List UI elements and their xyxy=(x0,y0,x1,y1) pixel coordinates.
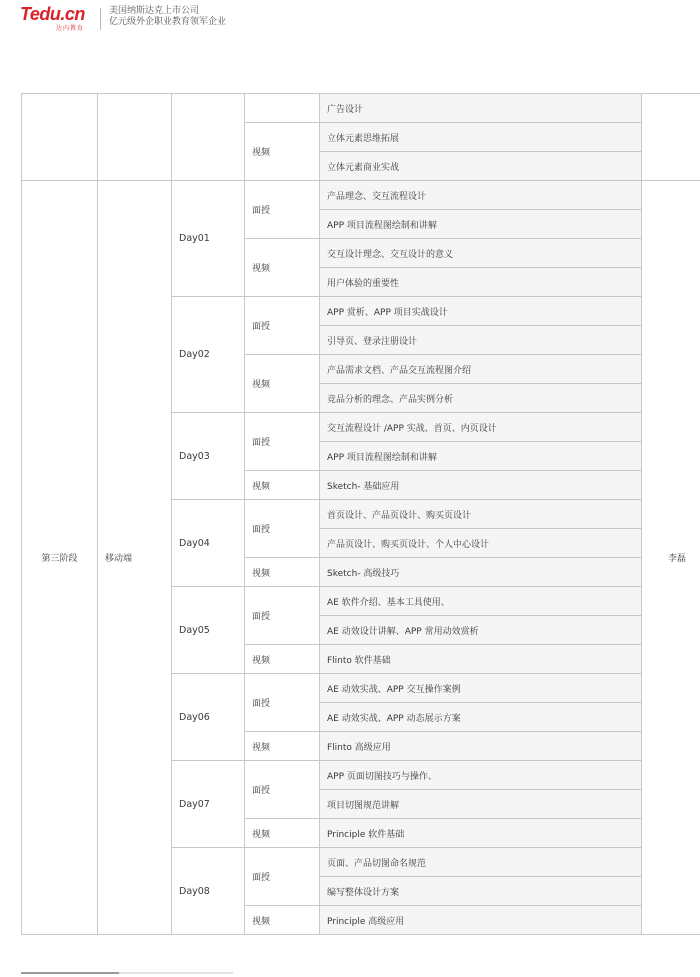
mode-cell: 面授 xyxy=(245,848,320,906)
topic-cell: 广告设计 xyxy=(320,94,642,123)
day-cell: Day01 xyxy=(172,181,245,297)
mode-cell: 面授 xyxy=(245,500,320,558)
topic-cell: AE 软件介绍、基本工具使用、 xyxy=(320,587,642,616)
teacher-cell: 李磊 xyxy=(642,181,700,935)
topic-cell: 立体元素思维拓展 xyxy=(320,123,642,152)
topic-cell: 项目切图规范讲解 xyxy=(320,790,642,819)
table-row xyxy=(22,181,700,210)
day-cell: Day07 xyxy=(172,761,245,848)
track-cell: 移动端 xyxy=(98,181,172,935)
topic-cell: 页面、产品切图命名规范 xyxy=(320,848,642,877)
day-cell xyxy=(172,94,245,181)
mode-cell: 视频 xyxy=(245,471,320,500)
logo-wordmark: Tedu.cn xyxy=(20,4,85,24)
mode-cell: 视频 xyxy=(245,123,320,181)
topic-cell: Flinto 软件基础 xyxy=(320,645,642,674)
topic-cell: 立体元素商业实战 xyxy=(320,152,642,181)
company-tagline xyxy=(109,6,226,28)
topic-cell: 编写整体设计方案 xyxy=(320,877,642,906)
tagline-line-2: 亿元级外企职业教育领军企业 xyxy=(109,17,227,27)
logo-subtitle: 达内教育 xyxy=(56,25,85,32)
mode-cell: 视频 xyxy=(245,558,320,587)
topic-cell: 引导页、登录注册设计 xyxy=(320,326,642,355)
stage-cell: 第三阶段 xyxy=(22,181,98,935)
day-cell: Day03 xyxy=(172,413,245,500)
mode-cell: 视频 xyxy=(245,645,320,674)
mode-cell: 面授 xyxy=(245,674,320,732)
mode-cell xyxy=(245,94,320,123)
mode-cell: 面授 xyxy=(245,297,320,355)
track-cell xyxy=(98,94,172,181)
topic-cell: 产品理念、交互流程设计 xyxy=(320,181,642,210)
page-progress-fill xyxy=(21,972,119,974)
topic-cell: 产品页设计、购买页设计、个人中心设计 xyxy=(320,529,642,558)
day-cell: Day02 xyxy=(172,297,245,413)
topic-cell: AE 动效实战、APP 交互操作案例 xyxy=(320,674,642,703)
teacher-cell xyxy=(642,94,700,181)
topic-cell: 竞品分析的理念、产品实例分析 xyxy=(320,384,642,413)
mode-cell: 视频 xyxy=(245,355,320,413)
topic-cell: APP 项目流程图绘制和讲解 xyxy=(320,210,642,239)
topic-cell: APP 页面切图技巧与操作、 xyxy=(320,761,642,790)
day-cell: Day04 xyxy=(172,500,245,587)
tagline-line-1: 美国纳斯达克上市公司 xyxy=(109,6,200,16)
mode-cell: 面授 xyxy=(245,181,320,239)
schedule-body xyxy=(22,94,700,935)
day-cell: Day06 xyxy=(172,674,245,761)
day-cell: Day08 xyxy=(172,848,245,935)
topic-cell: 交互设计理念、交互设计的意义 xyxy=(320,239,642,268)
topic-cell: 用户体验的重要性 xyxy=(320,268,642,297)
mode-cell: 视频 xyxy=(245,239,320,297)
topic-cell: 交互流程设计 /APP 实战、首页、内页设计 xyxy=(320,413,642,442)
topic-cell: 产品需求文档、产品交互流程图介绍 xyxy=(320,355,642,384)
mode-cell: 视频 xyxy=(245,732,320,761)
table-row xyxy=(22,94,700,123)
topic-cell: APP 赏析、APP 项目实战设计 xyxy=(320,297,642,326)
tedu-logo xyxy=(20,6,92,32)
topic-cell: APP 项目流程图绘制和讲解 xyxy=(320,442,642,471)
page-progress-bar xyxy=(21,972,233,974)
mode-cell: 面授 xyxy=(245,761,320,819)
stage-cell xyxy=(22,94,98,181)
topic-cell: Principle 软件基础 xyxy=(320,819,642,848)
mode-cell: 面授 xyxy=(245,413,320,471)
page-header xyxy=(20,6,226,32)
topic-cell: Sketch- 基础应用 xyxy=(320,471,642,500)
mode-cell: 视频 xyxy=(245,819,320,848)
topic-cell: AE 动效实战、APP 动态展示方案 xyxy=(320,703,642,732)
header-divider xyxy=(100,8,101,30)
topic-cell: Sketch- 高级技巧 xyxy=(320,558,642,587)
topic-cell: Flinto 高级应用 xyxy=(320,732,642,761)
topic-cell: AE 动效设计讲解、APP 常用动效赏析 xyxy=(320,616,642,645)
mode-cell: 面授 xyxy=(245,587,320,645)
mode-cell: 视频 xyxy=(245,906,320,935)
topic-cell: 首页设计、产品页设计、购买页设计 xyxy=(320,500,642,529)
day-cell: Day05 xyxy=(172,587,245,674)
course-schedule-table xyxy=(21,93,700,935)
topic-cell: Principle 高级应用 xyxy=(320,906,642,935)
